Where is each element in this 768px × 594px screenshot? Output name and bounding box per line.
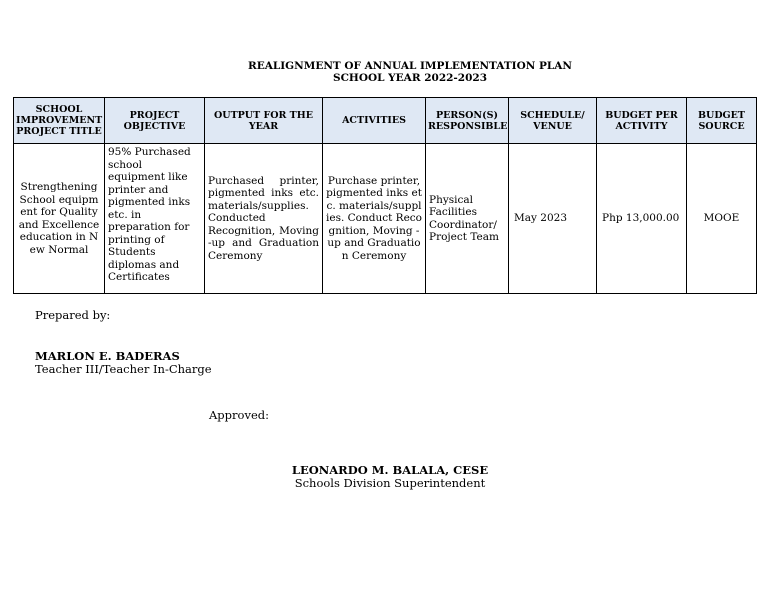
cell-objective: 95% Purchased school equipment like printer and pigmented inks etc. in preparation for printing of Students diplomas and Certificates: [105, 144, 205, 294]
cell-persons: Physical Facilities Coordinator/ Project Team: [426, 144, 509, 294]
preparer-position: Teacher III/Teacher In-Charge: [35, 362, 212, 376]
column-header-objective: PROJECT OBJECTIVE: [105, 98, 205, 144]
approver-position: Schools Division Superintendent: [294, 476, 486, 490]
cell-schedule: May 2023: [509, 144, 597, 294]
approved-label: Approved:: [209, 408, 269, 422]
table-header-row: [14, 98, 757, 144]
approver-name: LEONARDO M. BALALA, CESE: [291, 463, 489, 477]
document-title: [0, 60, 768, 84]
cell-project-title: Strengthening School equipment for Quality and Excellence education in New Normal: [14, 144, 105, 294]
cell-output: Purchased printer, pigmented inks etc. materials/supplies. Conducted Recognition, Moving -up and Graduation Ceremony: [205, 144, 323, 294]
column-header-output: OUTPUT FOR THE YEAR: [205, 98, 323, 144]
prepared-by-label: Prepared by:: [35, 308, 111, 322]
preparer-name: MARLON E. BADERAS: [35, 349, 180, 363]
column-header-activities: ACTIVITIES: [323, 98, 426, 144]
column-header-persons: PERSON(S) RESPONSIBLE: [426, 98, 509, 144]
cell-activities: Purchase printer, pigmented inks etc. materials/supplies. Conduct Recognition, Moving -up and Graduation Ceremony: [323, 144, 426, 294]
column-header-budget: BUDGET PER ACTIVITY: [597, 98, 687, 144]
column-header-schedule: SCHEDULE/ VENUE: [509, 98, 597, 144]
table-row: [14, 144, 757, 294]
implementation-plan-table: [13, 97, 757, 294]
title-line-2: SCHOOL YEAR 2022-2023: [332, 72, 488, 84]
column-header-project-title: SCHOOL IMPROVEMENT PROJECT TITLE: [14, 98, 105, 144]
cell-source: MOOE: [687, 144, 757, 294]
cell-budget: Php 13,000.00: [597, 144, 687, 294]
title-line-1: REALIGNMENT OF ANNUAL IMPLEMENTATION PLAN: [247, 60, 573, 72]
column-header-source: BUDGET SOURCE: [687, 98, 757, 144]
